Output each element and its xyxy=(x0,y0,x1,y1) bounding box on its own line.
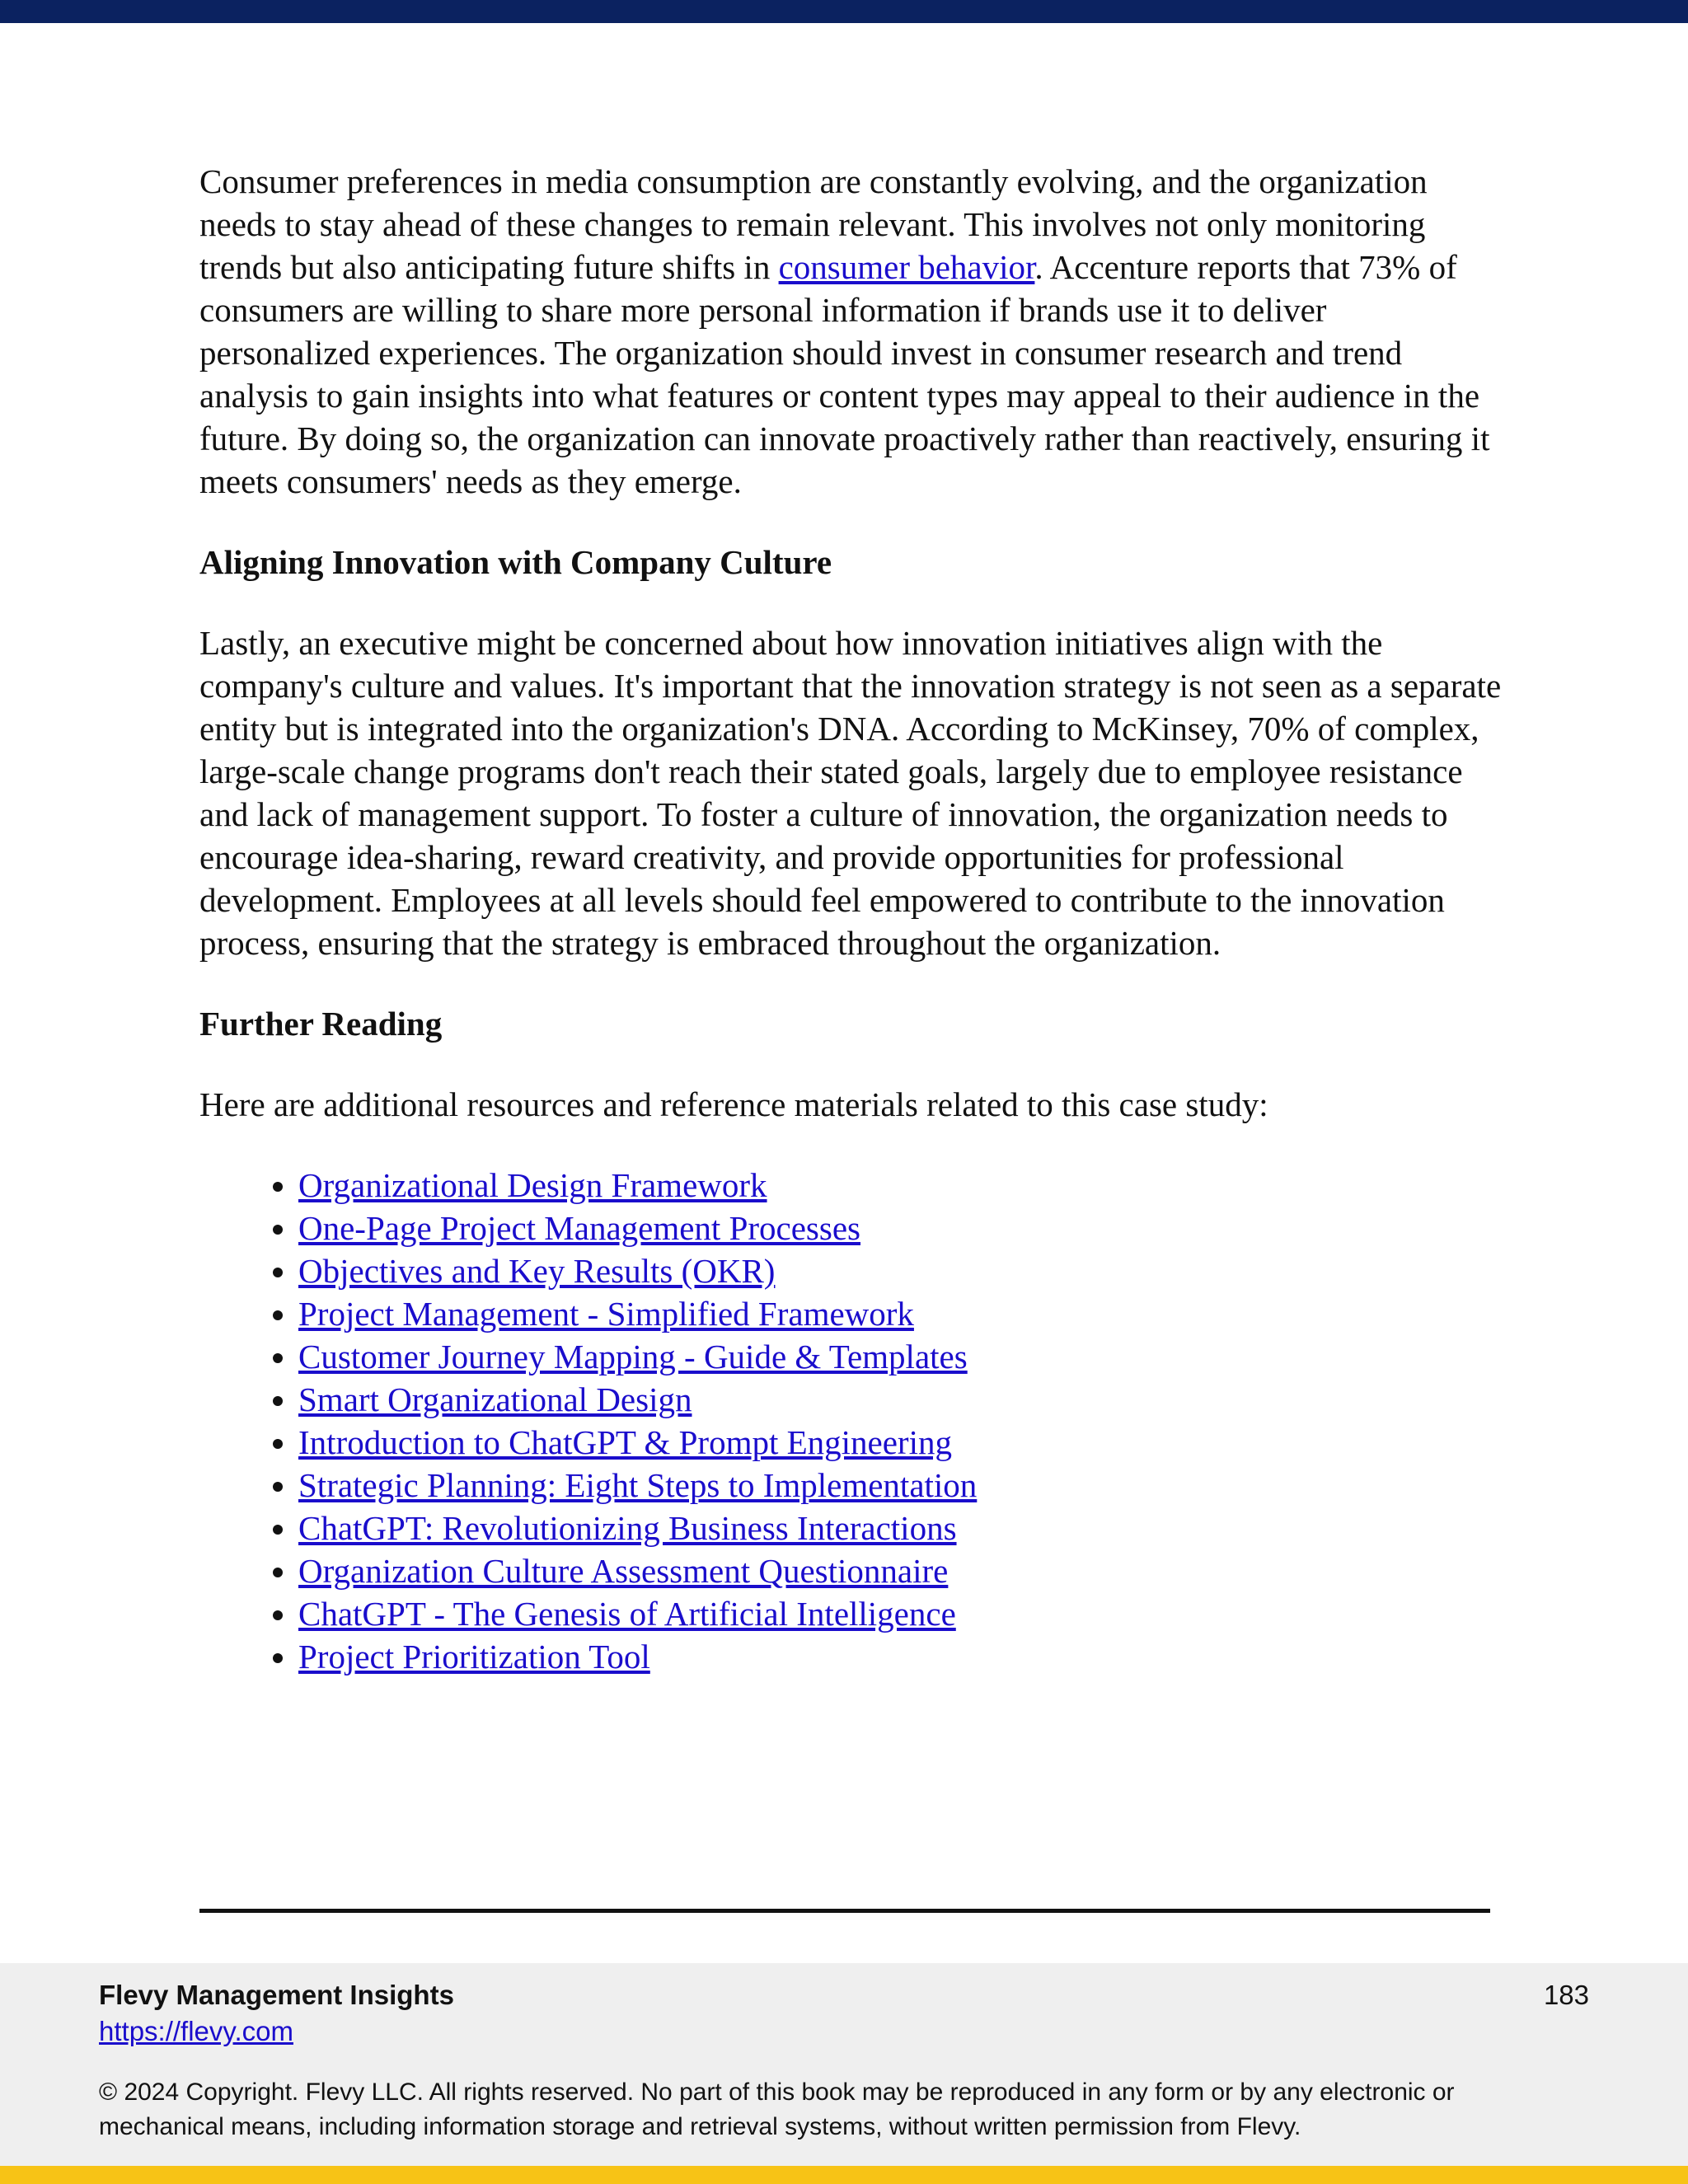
paragraph-company-culture: Lastly, an executive might be concerned about how innovation initiatives align with the company's culture and values. It's important that the innovation strategy is not seen as a separate entity but is integrated into the organization's DNA. According to McKinsey, 70% of complex, large-scale change programs don't reach their stated goals, largely due to employee resistance and lack of management support. To foster a culture of innovation, the organization needs to encourage idea-sharing, reward creativity, and provide opportunities for professional development. Employees at all levels should feel empowered to contribute to the innovation process, ensuring that the strategy is embraced throughout the organization. xyxy=(199,624,1502,962)
list-item xyxy=(298,1292,1502,1335)
copyright-notice: © 2024 Copyright. Flevy LLC. All rights reserved. No part of this book may be reproduced in any form or by any electronic or mechanical means, including information storage and retrieval systems, without written permission from Flevy. xyxy=(99,2079,1455,2140)
link-project-prioritization-tool[interactable]: Project Prioritization Tool xyxy=(298,1638,650,1675)
paragraph-consumer-preferences xyxy=(199,160,1502,503)
link-smart-organizational-design[interactable]: Smart Organizational Design xyxy=(298,1380,692,1418)
page-number: 183 xyxy=(1543,1980,1589,2010)
heading-further-reading: Further Reading xyxy=(199,1005,443,1043)
link-project-management-simplified[interactable]: Project Management - Simplified Framework xyxy=(298,1295,914,1333)
top-accent-bar xyxy=(0,0,1688,23)
list-item xyxy=(298,1549,1502,1592)
list-item xyxy=(298,1635,1502,1678)
list-item xyxy=(298,1207,1502,1249)
paragraph-text: . Accenture reports that 73% of consumers are willing to share more personal information if brands use it to deliver personalized experiences. The organization should invest in consumer research and trend analysis to gain insights into what features or content types may appeal to their audience in the future. By doing so, the organization can innovate proactively rather than reactively, ensuring it meets consumers' needs as they emerge. xyxy=(199,248,1490,500)
link-culture-assessment-questionnaire[interactable]: Organization Culture Assessment Questionnaire xyxy=(298,1552,949,1590)
list-item xyxy=(298,1249,1502,1292)
further-reading-intro: Here are additional resources and reference materials related to this case study: xyxy=(199,1085,1268,1123)
page-footer xyxy=(0,1963,1688,2166)
footer-url-link[interactable]: https://flevy.com xyxy=(99,2016,293,2046)
list-item xyxy=(298,1421,1502,1464)
link-one-page-project-management[interactable]: One-Page Project Management Processes xyxy=(298,1209,860,1247)
link-organizational-design-framework[interactable]: Organizational Design Framework xyxy=(298,1166,767,1204)
further-reading-list xyxy=(199,1164,1502,1678)
list-item xyxy=(298,1378,1502,1421)
bottom-accent-bar xyxy=(0,2166,1688,2184)
paragraph-text: Consumer preferences in media consumption are constantly evolving, and the organization needs to stay ahead of these changes to remain relevant. This involves not only monitoring trends but also anticipating future shifts in xyxy=(199,162,1428,286)
list-item xyxy=(298,1507,1502,1549)
list-item xyxy=(298,1592,1502,1635)
link-customer-journey-mapping[interactable]: Customer Journey Mapping - Guide & Templates xyxy=(298,1338,968,1376)
list-item xyxy=(298,1335,1502,1378)
link-strategic-planning[interactable]: Strategic Planning: Eight Steps to Implementation xyxy=(298,1466,978,1504)
heading-company-culture: Aligning Innovation with Company Culture xyxy=(199,543,832,581)
footer-divider xyxy=(199,1909,1490,1913)
list-item xyxy=(298,1164,1502,1207)
link-okr[interactable]: Objectives and Key Results (OKR) xyxy=(298,1252,776,1290)
link-intro-chatgpt-prompt-engineering[interactable]: Introduction to ChatGPT & Prompt Engineering xyxy=(298,1423,952,1461)
list-item xyxy=(298,1464,1502,1507)
link-chatgpt-genesis-ai[interactable]: ChatGPT - The Genesis of Artificial Intelligence xyxy=(298,1595,956,1633)
footer-brand: Flevy Management Insights xyxy=(99,1980,454,2010)
link-consumer-behavior[interactable]: consumer behavior xyxy=(778,248,1035,286)
page-content xyxy=(199,160,1502,1678)
link-chatgpt-business-interactions[interactable]: ChatGPT: Revolutionizing Business Interactions xyxy=(298,1509,957,1547)
